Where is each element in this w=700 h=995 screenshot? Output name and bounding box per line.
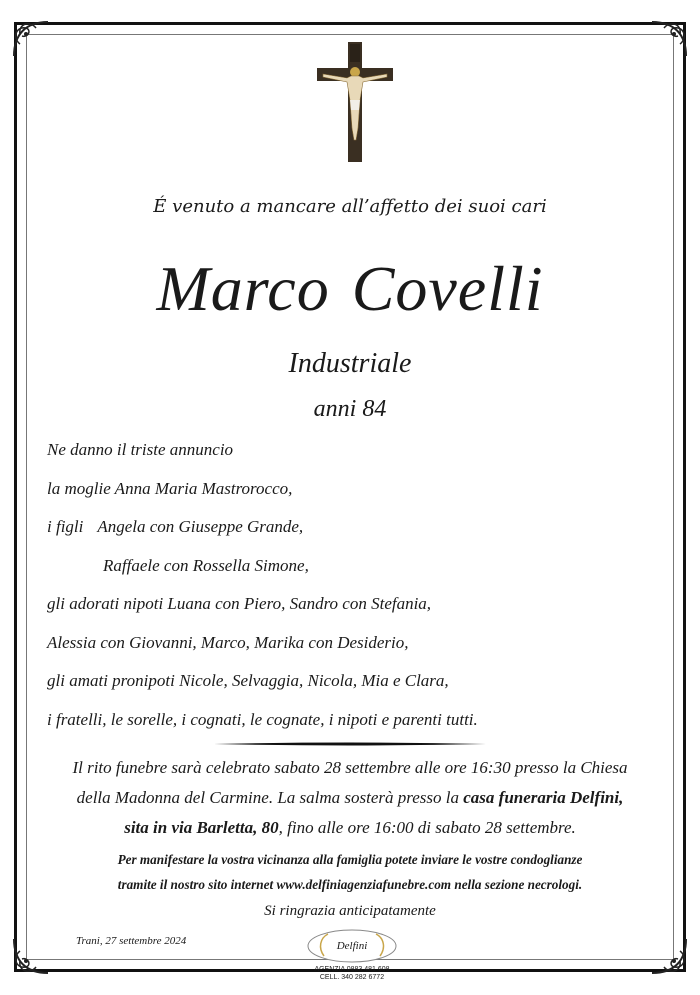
rite-text: della Madonna del Carmine. La salma sosterà presso la: [76, 788, 464, 807]
agency-phone: AGENZIA 0883 481 608: [314, 966, 390, 973]
announcement-line: Alessia con Giovanni, Marco, Marika con Desiderio,: [47, 632, 409, 652]
rite-line-3: [0, 818, 700, 838]
announcement-line: la moglie Anna Maria Mastrorocco,: [47, 478, 293, 498]
announcement-line: i fratelli, le sorelle, i cognati, le cognate, i nipoti e parenti tutti.: [47, 709, 478, 729]
announcement-line: gli amati pronipoti Nicole, Selvaggia, Nicola, Mia e Clara,: [47, 671, 449, 690]
corner-ornament-icon: [644, 931, 694, 981]
first-name: Marco: [156, 253, 330, 324]
corner-ornament-icon: [6, 931, 56, 981]
intro-text: É venuto a mancare all’affetto dei suoi cari: [153, 196, 547, 217]
cell-phone: CELL. 340 282 6772: [319, 974, 385, 981]
children-first: Angela con Giuseppe Grande,: [97, 517, 304, 536]
announcement: [47, 436, 647, 744]
crucifix-icon: [313, 40, 397, 164]
logo-brand: Delfini: [336, 940, 368, 952]
divider-line: [214, 742, 486, 746]
agency-logo: [306, 928, 398, 986]
rite-text: , fino alle ore 16:00 di sabato 28 settembre.: [278, 818, 576, 837]
condolences-line-2: tramite il nostro sito internet www.delfiniagenziafunebre.com nella sezione necrologi.: [117, 877, 583, 892]
deceased-name: [0, 252, 700, 326]
announcement-line: Ne danno il triste annuncio: [47, 440, 234, 459]
children-label: i figli: [47, 517, 84, 536]
last-name: Covelli: [351, 253, 544, 324]
announcement-line: Raffaele con Rossella Simone,: [103, 555, 309, 575]
announcement-line: [47, 513, 647, 552]
thanks-text: Si ringrazia anticipatamente: [264, 903, 436, 919]
rite-line-2: [0, 788, 700, 808]
funeral-home: casa funeraria Delfini,: [463, 788, 624, 807]
corner-ornament-icon: [6, 14, 56, 64]
age: anni 84: [313, 396, 387, 422]
announcement-line: gli adorati nipoti Luana con Piero, Sandro con Stefania,: [47, 594, 432, 613]
profession: Industriale: [288, 348, 412, 379]
rite-line-1: Il rito funebre sarà celebrato sabato 28 settembre alle ore 16:30 presso la Chiesa: [72, 758, 628, 777]
condolences-line-1: Per manifestare la vostra vicinanza alla famiglia potete inviare le vostre condoglianze: [117, 852, 583, 867]
corner-ornament-icon: [644, 14, 694, 64]
funeral-home-address: sita in via Barletta, 80: [124, 818, 279, 837]
notice-date: Trani, 27 settembre 2024: [76, 935, 187, 947]
